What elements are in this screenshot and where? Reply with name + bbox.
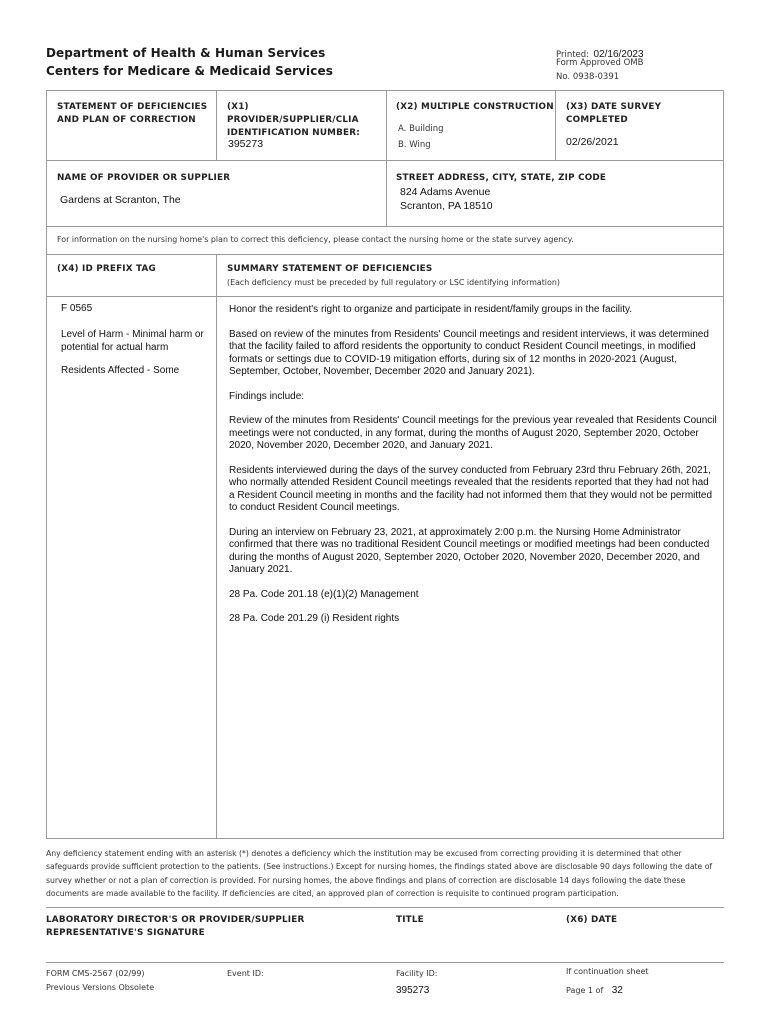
previous-versions: Previous Versions Obsolete [46,983,155,992]
summary-paragraph: 28 Pa. Code 201.18 (e)(1)(2) Management [229,588,419,600]
agency-name: Department of Health & Human Services [46,46,326,60]
printed-date: 02/16/2023 [593,49,644,60]
director-signature-label: LABORATORY DIRECTOR'S OR PROVIDER/SUPPLIER REPRESENTATIVE'S SIGNATURE [46,915,305,938]
address-label: STREET ADDRESS, CITY, STATE, ZIP CODE [396,173,607,183]
title-label: TITLE [396,915,424,925]
x1-value: 395273 [228,138,264,150]
form-left-border [46,90,47,838]
level-of-harm: Level of Harm - Minimal harm or potential for actual harm [61,329,204,353]
residents-affected: Residents Affected - Some [61,365,180,376]
row2-divider [46,226,724,227]
page-total: 32 [611,985,623,996]
form-bottom-border [46,838,724,839]
x4-label: (X4) ID PREFIX TAG [57,264,156,274]
disclaimer: Any deficiency statement ending with an asterisk (*) denotes a deficiency which the institution may be excused from correcting providing it is determined that other safeguards provide sufficient protection to the patients. (See instructions.) Except for nursing homes, the findings stated above are disclosable 90 days following the date of survey whether or not a plan of correction is provided. For nursing homes, the above findings and plans of correction are disclosable 14 days following the date these documents are made available to the facility. If deficiencies are cited, an approved plan of correction is requisite to continued program participation. [46,849,713,898]
summary-paragraph: 28 Pa. Code 201.29 (i) Resident rights [229,613,400,624]
printed-label: Printed: [556,50,590,60]
page-indicator [566,980,623,998]
table-header-divider [46,296,724,297]
summary-paragraph: Residents interviewed during the days of the survey conducted from February 23rd thru February 26th, 2021, who normally attended Resident Council meetings revealed that the residents reported that they had not had a Resident Council meeting in months and the facility had not informed them that they would not be permitted to conduct Resident Council meetings. [229,464,713,513]
info-line: For information on the nursing home's plan to correct this deficiency, please contact the nursing home or the state survey agency. [57,235,574,244]
deficiency-tag: F 0565 [61,303,93,314]
form-id: FORM CMS-2567 (02/99) [46,969,145,978]
signature-bottom-line [46,962,724,963]
x3-value: 02/26/2021 [566,136,619,148]
summary-sub: (Each deficiency must be preceded by full regulatory or LSC identifying information) [227,278,560,287]
summary-paragraph: Based on review of the minutes from Residents' Council meetings and resident interviews, it was determined that the facility failed to afford residents the opportunity to conduct Resident Council meetings, in modified formats or settings due to COVID-19 mitigation efforts, during six of 12 months in 2020-2021 (August, September, October, November, December 2020 and January 2021). [229,328,709,377]
omb-number: No. 0938-0391 [556,72,620,82]
page-label: Page 1 of [566,986,604,995]
provider-value: Gardens at Scranton, The [60,194,181,206]
form-top-border [46,90,724,91]
address-line2: Scranton, PA 18510 [400,200,493,212]
address-line1: 824 Adams Avenue [400,186,491,198]
event-id-label: Event ID: [227,969,264,978]
signature-top-line [46,907,724,908]
form-approved: Form Approved OMB [556,58,644,68]
summary-paragraph: Honor the resident's right to organize and participate in resident/family groups in the facility. [229,304,633,315]
date-label: (X6) DATE [566,915,618,925]
continuation-note: If continuation sheet [566,967,649,976]
row1-divider [46,160,724,161]
agency-subname: Centers for Medicare & Medicaid Services [46,64,333,78]
row1-sep-3 [555,90,556,160]
statement-label: STATEMENT OF DEFICIENCIES AND PLAN OF CORRECTION [57,102,208,125]
facility-id-label: Facility ID: [396,969,438,978]
x2-building: A. Building [398,124,444,134]
x1-label: (X1) PROVIDER/SUPPLIER/CLIA IDENTIFICATION NUMBER: [227,102,360,138]
form-right-border [723,90,724,838]
facility-id-value: 395273 [396,985,430,996]
summary-label: SUMMARY STATEMENT OF DEFICIENCIES [227,264,433,274]
info-divider [46,254,724,255]
table-column-sep [216,254,217,838]
x3-label: (X3) DATE SURVEY COMPLETED [566,102,662,125]
provider-label: NAME OF PROVIDER OR SUPPLIER [57,173,231,183]
summary-paragraph: Findings include: [229,390,305,402]
x2-wing: B. Wing [398,140,431,150]
x2-label: (X2) MULTIPLE CONSTRUCTION [396,102,554,112]
summary-paragraph: During an interview on February 23, 2021, at approximately 2:00 p.m. the Nursing Home Administrator confirmed that there was no traditional Resident Council meetings or modified meetings had been conducted during the months of August 2020, September 2020, October 2020, November 2020, December 2020, and January 2021. [229,526,710,575]
row1-sep-2 [386,90,387,226]
deficiency-summary [229,304,717,638]
summary-paragraph: Review of the minutes from Residents' Council meetings for the previous year revealed that Residents Council meetings were not conducted, in any format, during the months of August 2020, September 2020, October 2020, November 2020, December 2020, and January 2021. [229,415,717,451]
row1-sep-1 [216,90,217,160]
